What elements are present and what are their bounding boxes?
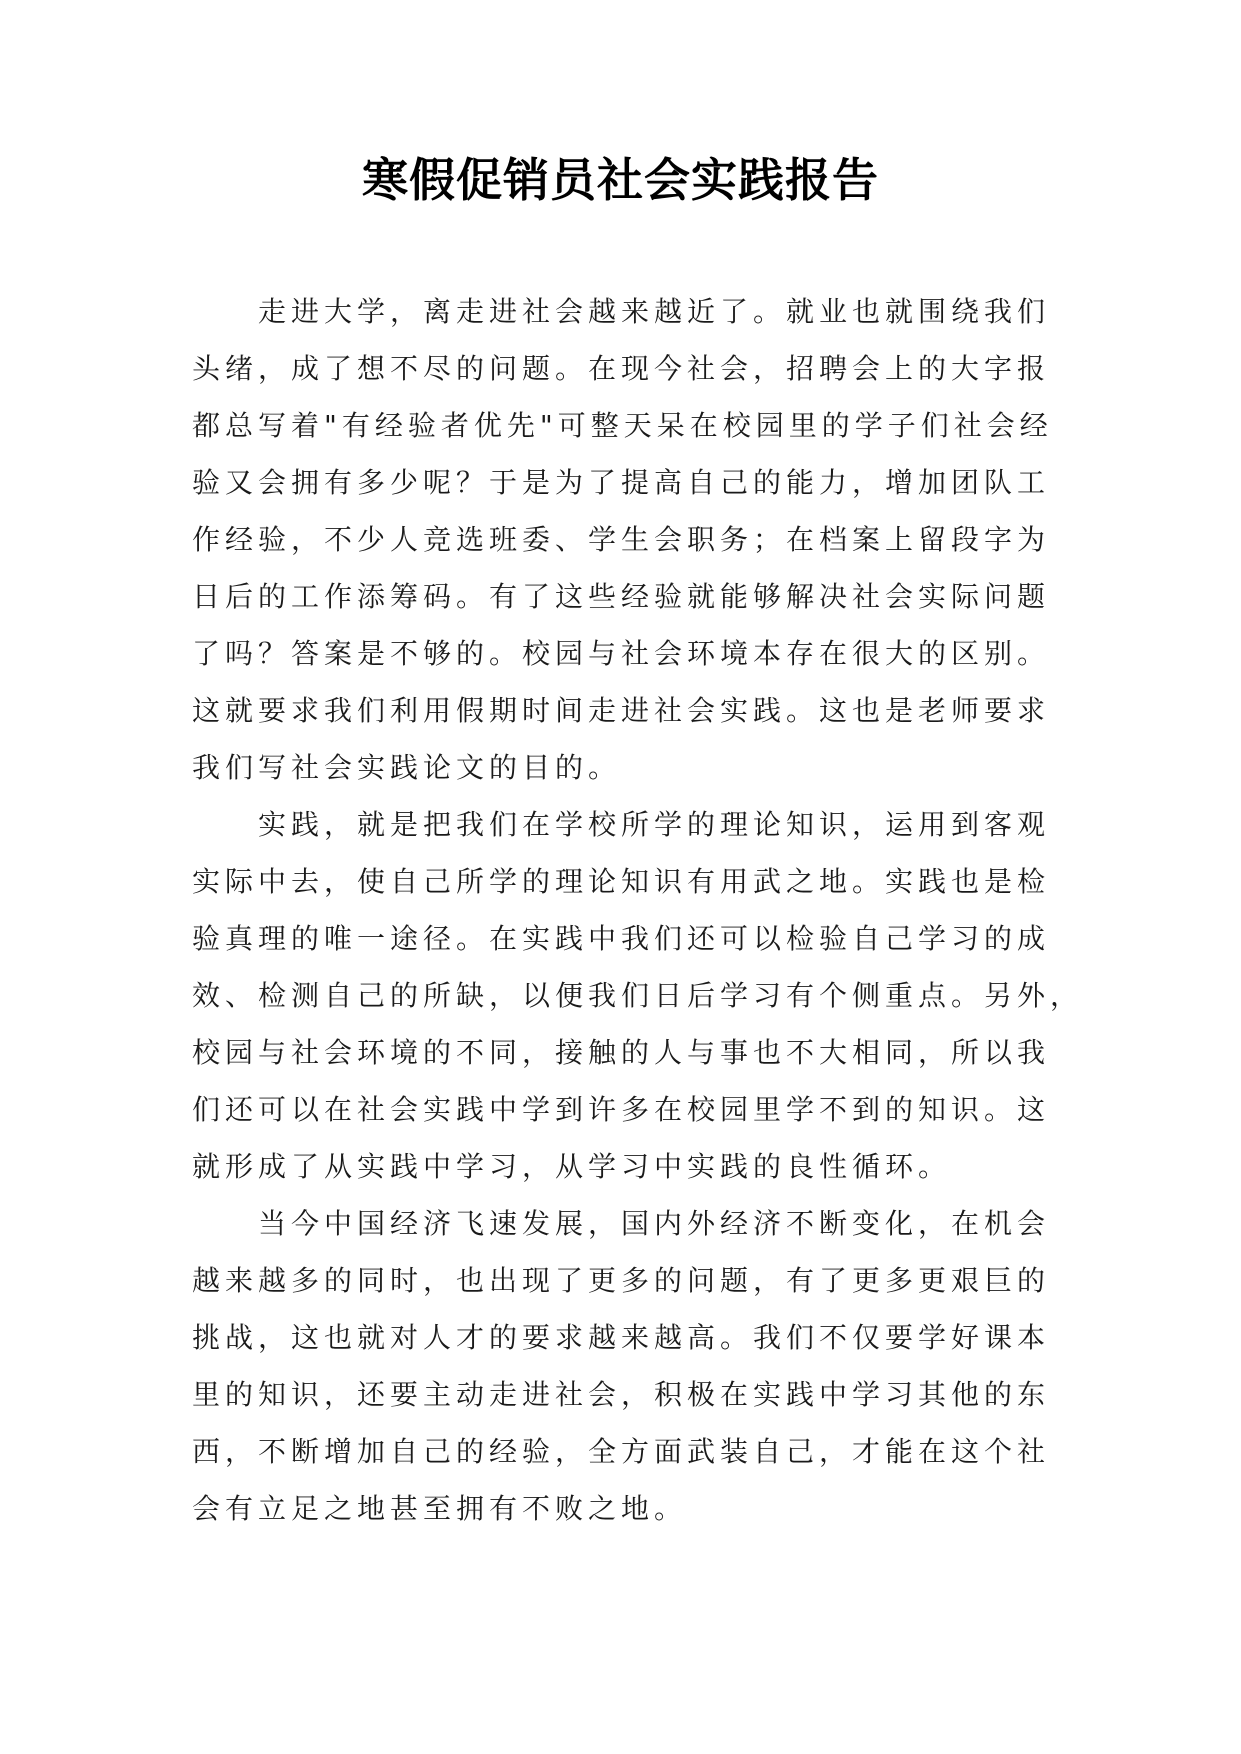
text-line: 越来越多的同时，也出现了更多的问题，有了更多更艰巨的 <box>192 1264 1051 1297</box>
text-line: 验真理的唯一途径。在实践中我们还可以检验自己学习的成 <box>192 922 1051 955</box>
text-line: 走进大学，离走进社会越来越近了。就业也就围绕我们 <box>258 295 1051 328</box>
text-line: 作经验，不少人竞选班委、学生会职务；在档案上留段字为 <box>192 523 1051 556</box>
paragraph-1 <box>192 283 1056 796</box>
document-body <box>192 283 1084 1537</box>
text-line: 们还可以在社会实践中学到许多在校园里学不到的知识。这 <box>192 1093 1051 1126</box>
paragraph-2 <box>192 796 1084 1195</box>
text-line: 校园与社会环境的不同，接触的人与事也不大相同，所以我 <box>192 1036 1051 1069</box>
text-line: 会有立足之地甚至拥有不败之地。 <box>192 1492 688 1525</box>
text-line: 我们写社会实践论文的目的。 <box>192 751 622 784</box>
text-line: 西，不断增加自己的经验，全方面武装自己，才能在这个社 <box>192 1435 1051 1468</box>
paragraph-3 <box>192 1195 1056 1537</box>
text-line: 实际中去，使自己所学的理论知识有用武之地。实践也是检 <box>192 865 1051 898</box>
text-line: 头绪，成了想不尽的问题。在现今社会，招聘会上的大字报 <box>192 352 1051 385</box>
text-line: 这就要求我们利用假期时间走进社会实践。这也是老师要求 <box>192 694 1051 727</box>
text-line: 实践，就是把我们在学校所学的理论知识，运用到客观 <box>258 808 1051 841</box>
text-line: 效、检测自己的所缺，以便我们日后学习有个侧重点。另外， <box>192 979 1084 1012</box>
text-line: 日后的工作添筹码。有了这些经验就能够解决社会实际问题 <box>192 580 1051 613</box>
text-line: 里的知识，还要主动走进社会，积极在实践中学习其他的东 <box>192 1378 1051 1411</box>
text-line: 挑战，这也就对人才的要求越来越高。我们不仅要学好课本 <box>192 1321 1051 1354</box>
text-line: 当今中国经济飞速发展，国内外经济不断变化，在机会 <box>258 1207 1051 1240</box>
text-line: 验又会拥有多少呢？于是为了提高自己的能力，增加团队工 <box>192 466 1051 499</box>
text-line: 了吗？答案是不够的。校园与社会环境本存在很大的区别。 <box>192 637 1051 670</box>
text-line: 就形成了从实践中学习，从学习中实践的良性循环。 <box>192 1150 952 1183</box>
document-title: 寒假促销员社会实践报告 <box>362 153 879 207</box>
text-line: 都总写着"有经验者优先"可整天呆在校园里的学子们社会经 <box>192 409 1053 442</box>
